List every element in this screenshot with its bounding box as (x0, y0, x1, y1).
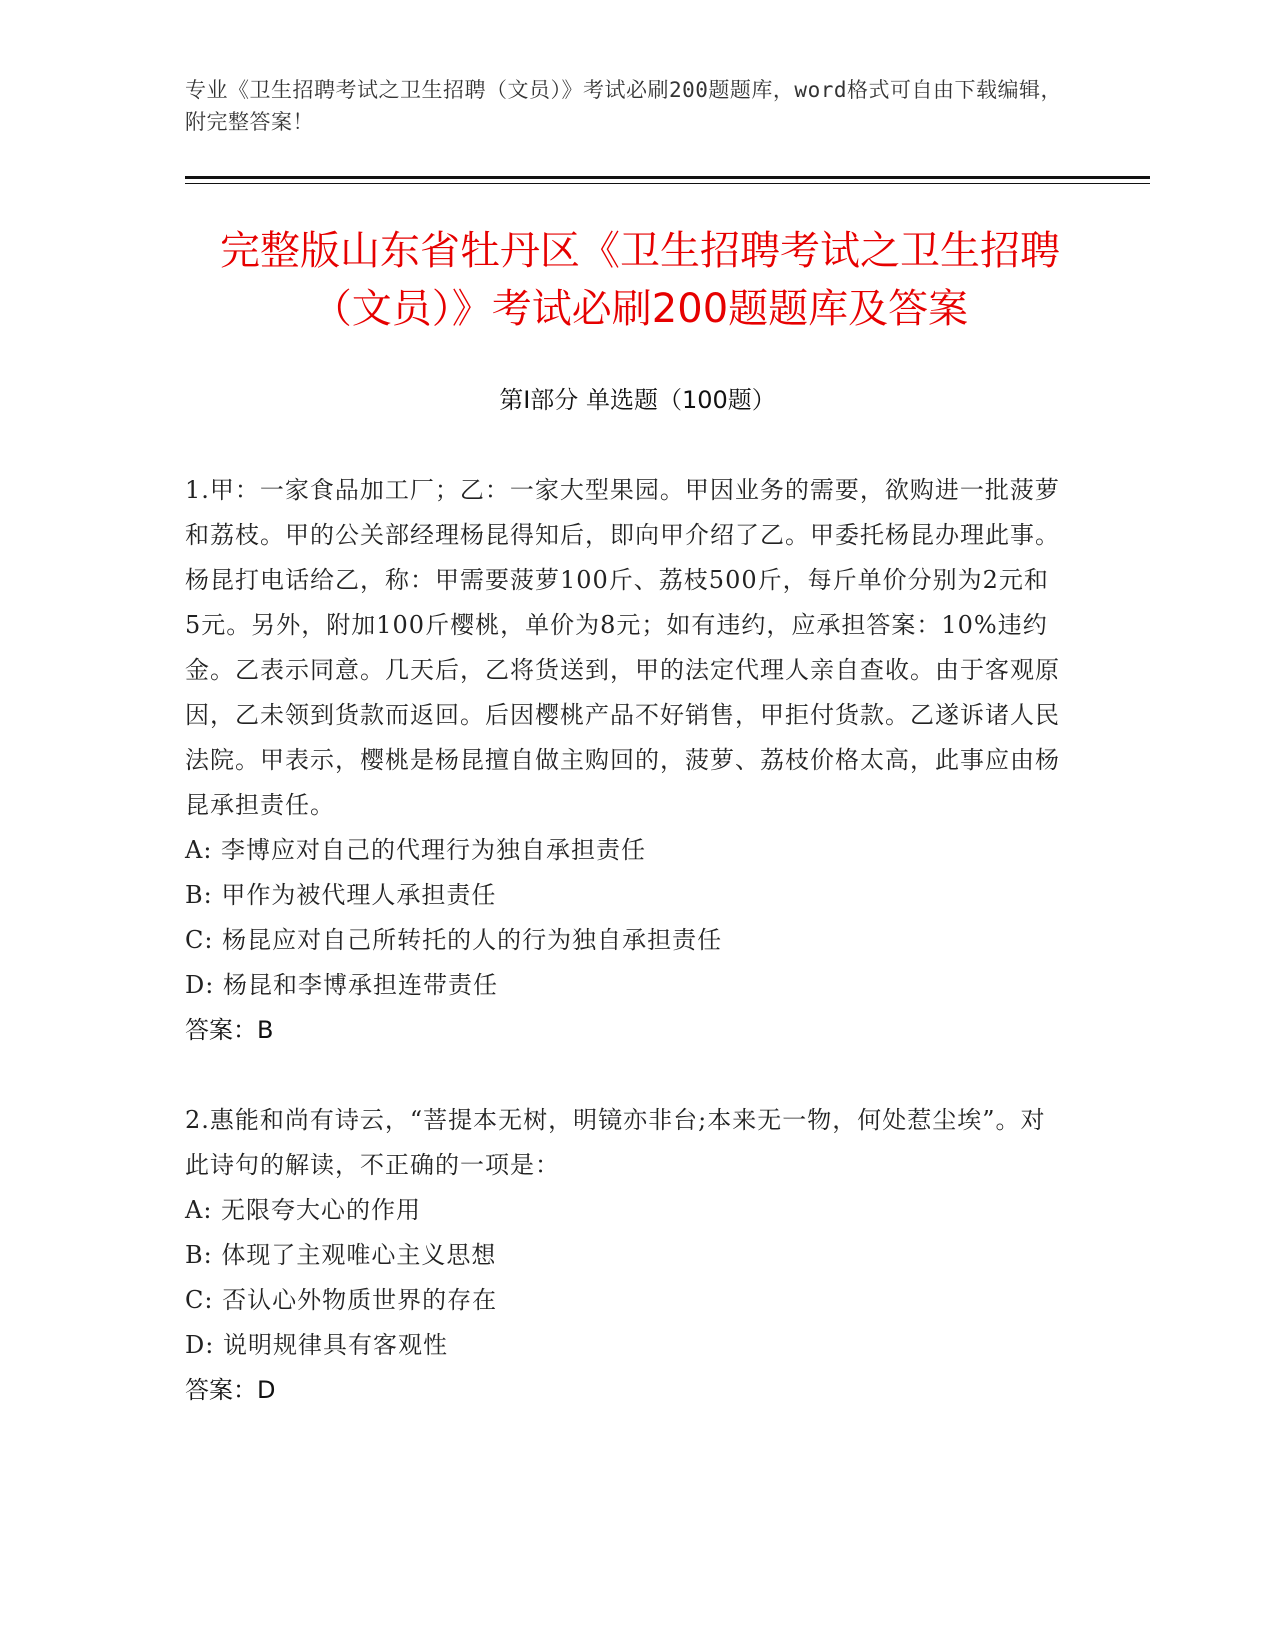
header-note: 专业《卫生招聘考试之卫生招聘（文员）》考试必刷200题题库，word格式可自由下载编辑，附完整答案！ (185, 78, 1062, 134)
header-divider-thick (185, 176, 1150, 179)
option-a: A: 李博应对自己的代理行为独自承担责任 (185, 836, 647, 864)
document-title: 完整版山东省牡丹区《卫生招聘考试之卫生招聘（文员）》考试必刷200题题库及答案 (220, 228, 1060, 332)
question-list (185, 468, 1065, 1413)
option-c: C: 杨昆应对自己所转托的人的行为独自承担责任 (185, 926, 723, 954)
option-a: A: 无限夸大心的作用 (185, 1196, 422, 1224)
answer-line: 答案：B (185, 1016, 274, 1044)
option-c: C: 否认心外物质世界的存在 (185, 1286, 498, 1314)
option-d: D: 杨昆和李博承担连带责任 (185, 971, 498, 999)
section-heading: 第Ⅰ部分 单选题（100题） (499, 386, 776, 414)
header-divider-thin (185, 183, 1150, 184)
option-b: B: 甲作为被代理人承担责任 (185, 881, 497, 909)
answer-line: 答案：D (185, 1376, 276, 1404)
question-item (185, 1098, 1065, 1413)
question-text: 2.惠能和尚有诗云，“菩提本无树，明镜亦非台;本来无一物，何处惹尘埃”。对此诗句的解读，不正确的一项是： (185, 1106, 1046, 1179)
option-d: D: 说明规律具有客观性 (185, 1331, 448, 1359)
question-item (185, 468, 1065, 1053)
option-b: B: 体现了主观唯心主义思想 (185, 1241, 497, 1269)
question-text: 1.甲：一家食品加工厂；乙：一家大型果园。甲因业务的需要，欲购进一批菠萝和荔枝。甲的公关部经理杨昆得知后，即向甲介绍了乙。甲委托杨昆办理此事。杨昆打电话给乙，称：甲需要菠萝100斤、荔枝500斤，每斤单价分别为2元和5元。另外，附加100斤樱桃，单价为8元；如有违约，应承担答案：10%违约金。乙表示同意。几天后，乙将货送到，甲的法定代理人亲自查收。由于客观原因，乙未领到货款而返回。后因樱桃产品不好销售，甲拒付货款。乙遂诉诸人民法院。甲表示，樱桃是杨昆擅自做主购回的，菠萝、荔枝价格太高，此事应由杨昆承担责任。 (185, 476, 1060, 819)
